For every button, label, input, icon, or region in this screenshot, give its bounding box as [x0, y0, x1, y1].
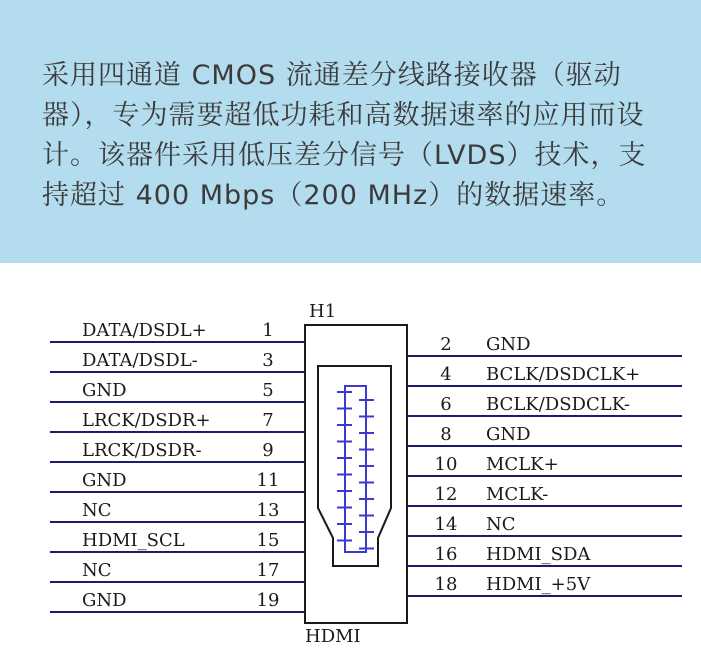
connector-type-label: HDMI	[305, 626, 361, 647]
pin-signal-label: NC	[486, 514, 516, 535]
hdmi-contacts	[337, 392, 374, 549]
pin-signal-label: LRCK/DSDR+	[82, 410, 211, 431]
pin-number: 5	[262, 380, 274, 401]
hdmi-pinout-diagram	[0, 263, 701, 655]
pin-number: 7	[262, 410, 274, 431]
pin-number: 13	[256, 500, 280, 521]
pin-number: 15	[256, 530, 280, 551]
schematic-svg	[0, 263, 701, 655]
right-pin-2	[407, 334, 682, 356]
pin-signal-label: MCLK+	[486, 454, 559, 475]
left-pin-1	[50, 320, 305, 342]
right-pin-4	[407, 364, 682, 386]
left-pin-11	[50, 470, 305, 492]
right-pin-16	[407, 544, 682, 566]
left-pin-17	[50, 560, 305, 582]
right-pin-10	[407, 454, 682, 476]
right-pin-group	[407, 334, 682, 596]
pin-signal-label: MCLK-	[486, 484, 549, 505]
pin-signal-label: GND	[486, 424, 531, 445]
pin-signal-label: BCLK/DSDCLK-	[486, 394, 630, 415]
left-pin-13	[50, 500, 305, 522]
intro-banner	[0, 0, 701, 263]
pin-number: 14	[434, 514, 458, 535]
pin-number: 16	[434, 544, 458, 565]
pin-signal-label: DATA/DSDL-	[82, 350, 198, 371]
left-pin-group	[50, 320, 305, 612]
pin-signal-label: DATA/DSDL+	[82, 320, 207, 341]
pin-signal-label: HDMI_SDA	[486, 544, 591, 565]
pin-number: 12	[434, 484, 458, 505]
pin-signal-label: GND	[486, 334, 531, 355]
pin-number: 8	[440, 424, 452, 445]
right-pin-14	[407, 514, 682, 536]
pin-signal-label: NC	[82, 500, 112, 521]
pin-signal-label: BCLK/DSDCLK+	[486, 364, 641, 385]
intro-text: 采用四通道 CMOS 流通差分线路接收器（驱动器），专为需要超低功耗和高数据速率的应用而设计。该器件采用低压差分信号（LVDS）技术，支持超过 400 Mbps（200 MHz）的数据速率。	[42, 60, 647, 211]
left-pin-5	[50, 380, 305, 402]
pin-number: 9	[262, 440, 274, 461]
hdmi-tongue-icon	[345, 386, 366, 552]
right-pin-12	[407, 484, 682, 506]
pin-signal-label: GND	[82, 590, 127, 611]
pin-signal-label: HDMI_+5V	[486, 574, 591, 595]
pin-signal-label: NC	[82, 560, 112, 581]
pin-number: 11	[256, 470, 280, 491]
left-pin-19	[50, 590, 305, 612]
pin-signal-label: LRCK/DSDR-	[82, 440, 202, 461]
left-pin-15	[50, 530, 305, 552]
pin-number: 18	[434, 574, 458, 595]
pin-number: 19	[256, 590, 280, 611]
hdmi-socket-icon	[318, 366, 391, 566]
left-pin-3	[50, 350, 305, 372]
pin-number: 1	[262, 320, 274, 341]
pin-number: 2	[440, 334, 452, 355]
left-pin-9	[50, 440, 305, 462]
right-pin-6	[407, 394, 682, 416]
pin-number: 4	[440, 364, 452, 385]
pin-signal-label: GND	[82, 380, 127, 401]
pin-number: 17	[256, 560, 280, 581]
pin-number: 6	[440, 394, 452, 415]
pin-signal-label: GND	[82, 470, 127, 491]
pin-number: 3	[262, 350, 274, 371]
left-pin-7	[50, 410, 305, 432]
right-pin-8	[407, 424, 682, 446]
pin-number: 10	[434, 454, 458, 475]
pin-signal-label: HDMI_SCL	[82, 530, 185, 551]
right-pin-18	[407, 574, 682, 596]
connector-designator: H1	[309, 301, 337, 322]
